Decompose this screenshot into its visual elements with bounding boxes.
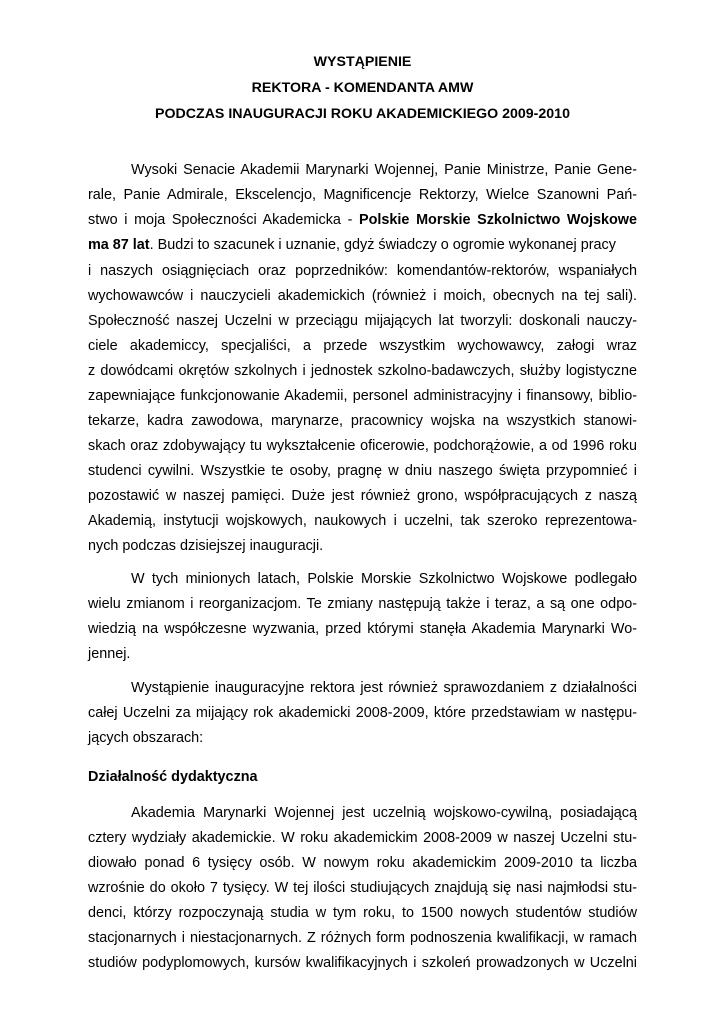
text-line: wiedzią na współczesne wyzwania, przed którymi stanęła Akademia Marynarki Wo- [88,621,637,637]
title-line-3: PODCZAS INAUGURACJI ROKU AKADEMICKIEGO 2009-2010 [155,106,570,122]
text-line: studiów podyplomowych, kursów kwalifikacyjnych i szkoleń prowadzonych w Uczelni [88,955,637,971]
bold-text: Polskie Morskie Szkolnictwo Wojskowe [359,212,638,228]
text-line: nych podczas dzisiejszej inauguracji. [88,538,324,554]
text-line: jących obszarach: [88,730,204,746]
text-line: W tych minionych latach, Polskie Morskie Szkolnictwo Wojskowe podlegało [131,571,637,587]
text-line: tekarze, kadra zawodowa, marynarze, pracownicy wojska na wszystkich stanowi- [88,413,637,429]
text-segment: stwo i moja Społeczności Akademicka - [88,212,353,228]
text-line: skach oraz zdobywający tu wykształcenie oficerowie, podchorążowie, a od 1996 roku [88,438,637,454]
text-line: jennej. [88,646,131,662]
title-line-2: REKTORA - KOMENDANTA AMW [251,80,474,96]
text-line: Wystąpienie inauguracyjne rektora jest również sprawozdaniem z działalności [131,680,637,696]
bold-text: ma 87 lat [88,237,150,253]
title-line-1: WYSTĄPIENIE [313,54,412,70]
text-line: Społeczność naszej Uczelni w przeciągu mijających lat tworzyli: doskonali nauczy- [88,313,637,329]
text-line: całej Uczelni za mijający rok akademicki 2008-2009, które przedstawiam w następu- [88,705,637,721]
text-line: Akademią, instytucji wojskowych, naukowych i uczelni, tak szeroko reprezentowa- [88,513,637,529]
text-line: z dowódcami okrętów szkolnych i jednostek szkolno-badawczych, służby logistyczne [88,363,637,379]
text-line: ciele akademiccy, specjaliści, a przede wszystkim wychowawcy, załogi wraz [88,338,637,354]
text-line: pozostawić w naszej pamięci. Duże jest również grono, współpracujących z naszą [88,488,637,504]
text-line [88,210,637,230]
text-line: wychowawców i nauczycieli akademickich (również i moich, obecnych na tej sali). [88,288,637,304]
text-line: Akademia Marynarki Wojennej jest uczelnią wojskowo-cywilną, posiadającą [131,805,637,821]
text-line: wzrośnie do około 7 tysięcy. W tej ilości studiujących znajdują się nasi najmłodsi stu- [88,880,637,896]
section-heading: Działalność dydaktyczna [88,769,258,785]
text-line: cztery wydziały akademickie. W roku akademickim 2008-2009 w naszej Uczelni stu- [88,830,637,846]
text-line: Wysoki Senacie Akademii Marynarki Wojennej, Panie Ministrze, Panie Gene- [131,162,637,178]
text-line: rale, Panie Admirale, Ekscelencjo, Magnificencje Rektorzy, Wielce Szanowni Pań- [88,187,637,203]
text-line: zapewniające funkcjonowanie Akademii, personel administracyjny i finansowy, biblio- [88,388,637,404]
text-line [88,235,637,255]
text-line: denci, którzy rozpoczynają studia w tym roku, to 1500 nowych studentów studiów [88,905,637,921]
text-line: diowało ponad 6 tysięcy osób. W nowym roku akademickim 2009-2010 ta liczba [88,855,637,871]
text-segment: . Budzi to szacunek i uznanie, gdyż świadczy o ogromie wykonanej pracy [149,237,616,253]
text-line: studenci cywilni. Wszystkie te osoby, pragnę w dniu naszego święta przypomnieć i [88,463,637,479]
text-line: i naszych osiągnięciach oraz poprzedników: komendantów-rektorów, wspaniałych [88,263,637,279]
text-line: stacjonarnych i niestacjonarnych. Z różnych form podnoszenia kwalifikacji, w ramach [88,930,637,946]
text-line: wielu zmianom i reorganizacjom. Te zmiany następują także i teraz, a są one odpo- [88,596,637,612]
